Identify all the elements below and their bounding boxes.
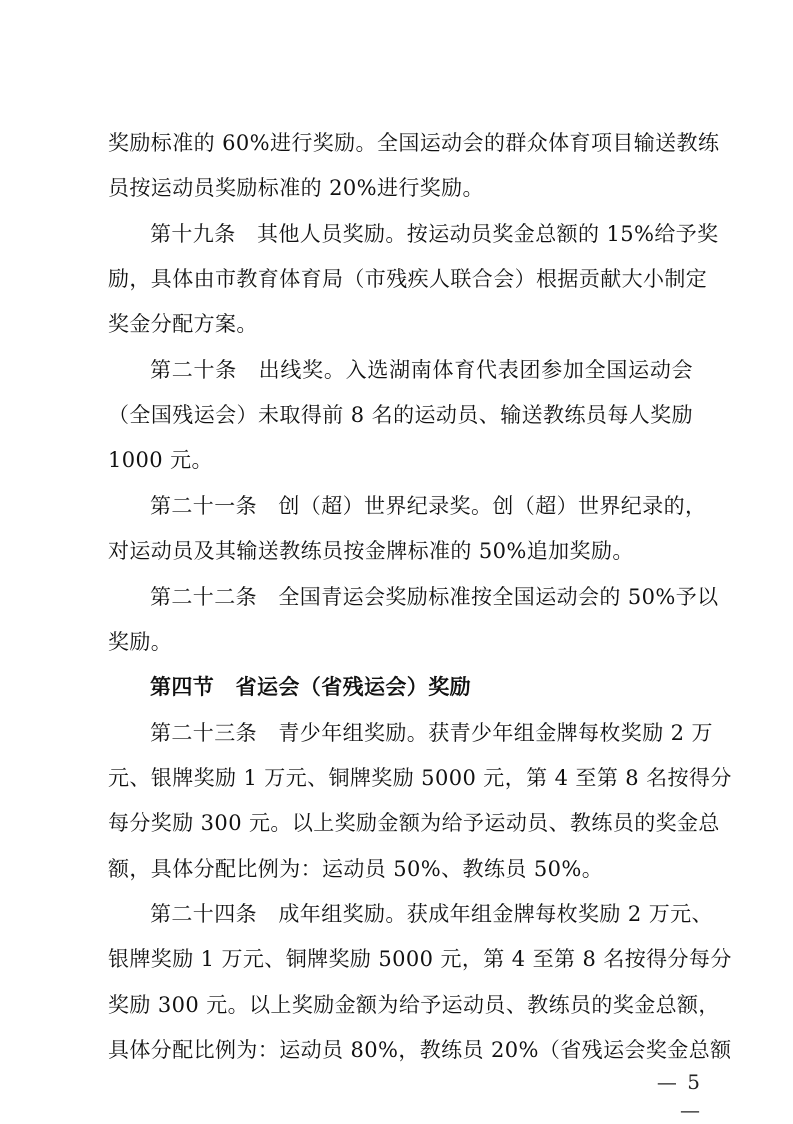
text-line: 奖励 300 元。以上奖励金额为给予运动员、教练员的奖金总额， <box>108 993 720 1017</box>
text-line: 1000 元。 <box>108 448 213 472</box>
text-line: 员按运动员奖励标准的 20%进行奖励。 <box>108 176 484 200</box>
text-line: （全国残运会）未取得前 8 名的运动员、输送教练员每人奖励 <box>108 403 693 427</box>
text-line: 元、银牌奖励 1 万元、铜牌奖励 5000 元，第 4 至第 8 名按得分 <box>108 766 732 790</box>
text-line: 奖金分配方案。 <box>108 312 258 336</box>
text-line: 奖励标准的 60%进行奖励。全国运动会的群众体育项目输送教练 <box>108 131 720 155</box>
article-21-line: 第二十一条 创（超）世界纪录奖。创（超）世界纪录的， <box>150 494 707 518</box>
article-19-line: 第十九条 其他人员奖励。按运动员奖金总额的 15%给予奖 <box>150 222 719 246</box>
text-line: 对运动员及其输送教练员按金牌标准的 50%追加奖励。 <box>108 539 634 563</box>
article-22-line: 第二十二条 全国青运会奖励标准按全国运动会的 50%予以 <box>150 585 719 609</box>
text-line: 励，具体由市教育体育局（市残疾人联合会）根据贡献大小制定 <box>108 267 708 291</box>
text-line: 每分奖励 300 元。以上奖励金额为给予运动员、教练员的奖金总 <box>108 811 720 835</box>
article-23-line: 第二十三条 青少年组奖励。获青少年组金牌每枚奖励 2 万 <box>150 721 713 745</box>
text-line: 银牌奖励 1 万元、铜牌奖励 5000 元，第 4 至第 8 名按得分每分 <box>108 947 732 971</box>
text-line: 额，具体分配比例为：运动员 50%、教练员 50%。 <box>108 857 604 881</box>
text-line: 具体分配比例为：运动员 80%，教练员 20%（省残运会奖金总额 <box>108 1038 732 1062</box>
article-24-line: 第二十四条 成年组奖励。获成年组金牌每枚奖励 2 万元、 <box>150 902 713 926</box>
article-20-line: 第二十条 出线奖。入选湖南体育代表团参加全国运动会 <box>150 358 693 382</box>
section-heading: 第四节 省运会（省残运会）奖励 <box>150 674 471 699</box>
text-line: 奖励。 <box>108 630 173 654</box>
page-number: — 5 — <box>656 1070 702 1122</box>
